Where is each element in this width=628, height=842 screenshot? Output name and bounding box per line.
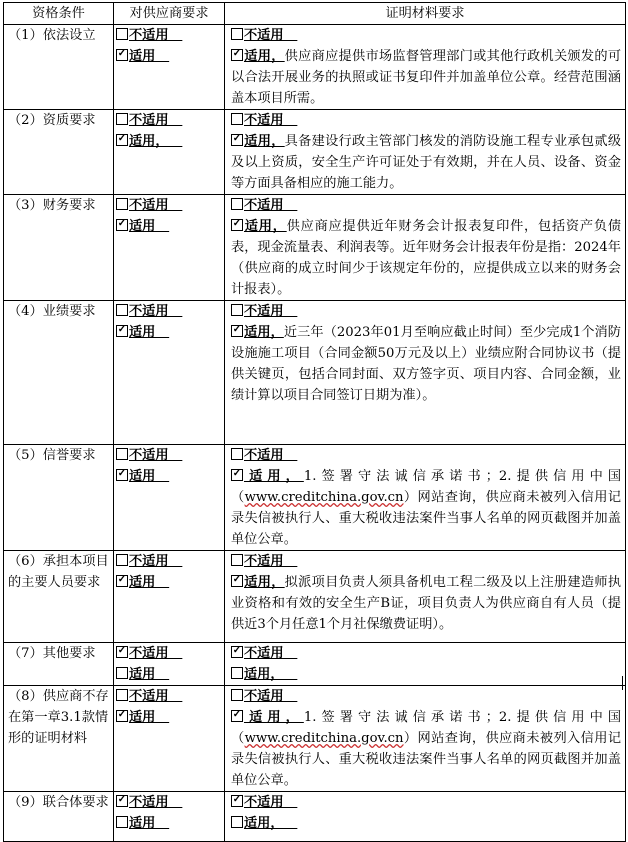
checkbox-empty-icon[interactable]	[116, 448, 128, 460]
creditchina-link[interactable]: www.creditchina.gov.cn	[244, 731, 404, 746]
checkbox-checked-icon[interactable]	[231, 710, 243, 722]
option-label: 不适用	[129, 304, 183, 319]
supplier-cell	[114, 445, 225, 551]
table-row	[4, 195, 626, 301]
proof-text: 供应商应提供市场监督管理部门或其他行政机关颁发的可以合法开展业务的执照或证书复印件并加盖单位公章。经营范围涵盖本项目所需。	[231, 49, 621, 106]
checked-option[interactable]	[116, 216, 220, 237]
checkbox-empty-icon[interactable]	[116, 667, 128, 679]
checked-option[interactable]	[116, 643, 220, 664]
option-label: 不适用	[129, 646, 183, 661]
option-label: 不适用	[129, 689, 183, 704]
checkbox-checked-icon[interactable]	[116, 795, 128, 807]
unchecked-option[interactable]	[116, 25, 220, 46]
proof-requirement	[231, 572, 621, 635]
option-label: 适用	[129, 49, 170, 64]
supplier-cell	[114, 643, 225, 686]
checked-option[interactable]	[231, 575, 285, 590]
checked-option[interactable]	[231, 710, 304, 725]
unchecked-option[interactable]	[116, 195, 220, 216]
checkbox-checked-icon[interactable]	[116, 134, 128, 146]
unchecked-option[interactable]	[116, 301, 220, 322]
checked-option[interactable]	[231, 325, 284, 340]
unchecked-option[interactable]	[116, 686, 220, 707]
checked-option[interactable]	[116, 572, 220, 593]
checkbox-checked-icon[interactable]	[116, 646, 128, 658]
proof-cell	[225, 643, 626, 686]
unchecked-option[interactable]	[231, 25, 621, 46]
proof-text: ）网站查询，供应商未被列入信用记录失信被执行人、重大税收违法案件当事人名单的网页截图并加盖单位公章。	[231, 731, 622, 788]
option-label: 适用	[129, 710, 170, 725]
option-label: 不适用	[244, 28, 298, 43]
condition-cell: （8）供应商不存在第一章3.1款情形的证明材料	[4, 686, 114, 792]
option-label: 不适用	[244, 646, 298, 661]
proof-requirement	[231, 322, 621, 406]
supplier-cell	[114, 301, 225, 445]
unchecked-option[interactable]	[116, 110, 220, 131]
option-label: 适用，	[129, 134, 183, 149]
option-label: 不适用	[129, 554, 183, 569]
table-row	[4, 301, 626, 445]
option-label: 不适用	[244, 554, 298, 569]
checkbox-checked-icon[interactable]	[116, 575, 128, 587]
option-label: 适用，	[244, 219, 287, 234]
checkbox-empty-icon[interactable]	[116, 816, 128, 828]
option-label: 不适用	[129, 198, 183, 213]
checkbox-checked-icon[interactable]	[231, 219, 243, 231]
checkbox-empty-icon[interactable]	[231, 689, 243, 701]
option-label: 不适用	[244, 689, 298, 704]
margin-mark	[622, 676, 623, 690]
option-label: 不适用	[129, 795, 183, 810]
checkbox-empty-icon[interactable]	[231, 28, 243, 40]
option-label: 不适用	[244, 795, 298, 810]
supplier-cell	[114, 110, 225, 195]
checkbox-checked-icon[interactable]	[116, 49, 128, 61]
supplier-cell	[114, 686, 225, 792]
checkbox-empty-icon[interactable]	[231, 667, 243, 679]
proof-text: ）网站查询，供应商未被列入信用记录失信被执行人、重大税收违法案件当事人名单的网页截图并加盖单位公章。	[231, 490, 622, 547]
checkbox-empty-icon[interactable]	[116, 113, 128, 125]
proof-requirement	[231, 216, 621, 300]
option-label: 不适用	[129, 28, 183, 43]
checkbox-checked-icon[interactable]	[116, 219, 128, 231]
table-row	[4, 445, 626, 551]
checkbox-empty-icon[interactable]	[231, 113, 243, 125]
table-row	[4, 686, 626, 792]
condition-cell: （1）依法设立	[4, 25, 114, 110]
proof-cell	[225, 551, 626, 643]
checked-option[interactable]	[231, 49, 285, 64]
checked-option[interactable]	[231, 134, 285, 149]
header-condition: 资格条件	[4, 3, 114, 25]
checkbox-checked-icon[interactable]	[231, 795, 243, 807]
proof-text: 1.签署守法诚信承诺书；2.提供信用中国（	[231, 710, 622, 746]
condition-cell: （9）联合体要求	[4, 792, 114, 842]
checked-option[interactable]	[116, 792, 220, 813]
checkbox-empty-icon[interactable]	[116, 689, 128, 701]
condition-cell: （5）信誉要求	[4, 445, 114, 551]
header-supplier: 对供应商要求	[114, 3, 225, 25]
option-label: 适用	[129, 469, 170, 484]
checkbox-empty-icon[interactable]	[231, 554, 243, 566]
option-label: 不适用	[244, 304, 298, 319]
option-label: 不适用	[129, 448, 183, 463]
supplier-cell	[114, 551, 225, 643]
option-label: 不适用	[244, 448, 298, 463]
header-proof: 证明材料要求	[225, 3, 626, 25]
checked-option[interactable]	[116, 131, 220, 152]
checkbox-checked-icon[interactable]	[116, 469, 128, 481]
unchecked-option[interactable]	[116, 551, 220, 572]
unchecked-option[interactable]	[116, 445, 220, 466]
table-row	[4, 110, 626, 195]
proof-requirement	[231, 466, 621, 550]
supplier-cell	[114, 792, 225, 842]
checked-option[interactable]	[116, 46, 220, 67]
proof-cell	[225, 301, 626, 445]
condition-cell: （7）其他要求	[4, 643, 114, 686]
option-label: 适用，	[244, 134, 285, 149]
option-label: 适用，	[244, 667, 298, 682]
unchecked-option[interactable]	[116, 813, 220, 834]
proof-text: 供应商应提供近年财务会计报表复印件，包括资产负债表，现金流量表、利润表等。近年财务会计报表年份是指：2024年（供应商的成立时间少于该规定年份的，应提供成立以来的财务会计报表）。	[231, 219, 622, 297]
option-label: 适用，	[244, 49, 285, 64]
proof-text: 近三年（2023年01月至响应截止时间）至少完成1个消防设施施工项目（合同金额50万元及以上）业绩应附合同协议书（提供关键页，包括合同封面、双方签字页、项目内容、合同金额，业绩计算以项目合同签订日期为准）。	[231, 325, 621, 403]
unchecked-option[interactable]	[231, 110, 621, 131]
option-label: 不适用	[244, 113, 298, 128]
option-label: 不适用	[244, 198, 298, 213]
condition-cell: （4）业绩要求	[4, 301, 114, 445]
option-label: 不适用	[129, 113, 183, 128]
supplier-cell	[114, 195, 225, 301]
proof-text: 拟派项目负责人须具备机电工程二级及以上注册建造师执业资格和有效的安全生产B证，项目负责人为供应商自有人员（提供近3个月任意1个月社保缴费证明）。	[231, 575, 621, 632]
checked-option[interactable]	[231, 469, 304, 484]
unchecked-option[interactable]	[231, 813, 621, 834]
option-label: 适用，	[244, 710, 304, 725]
checkbox-empty-icon[interactable]	[231, 448, 243, 460]
proof-requirement	[231, 131, 621, 194]
option-label: 适用	[129, 816, 170, 831]
table-row	[4, 25, 626, 110]
proof-text: 1.签署守法诚信承诺书；2.提供信用中国（	[231, 469, 622, 505]
checked-option[interactable]	[116, 707, 220, 728]
proof-requirement	[231, 46, 621, 109]
proof-requirement	[231, 707, 621, 791]
checked-option[interactable]	[116, 466, 220, 487]
unchecked-option[interactable]	[231, 686, 621, 707]
table-row	[4, 643, 626, 686]
proof-cell	[225, 195, 626, 301]
proof-cell	[225, 792, 626, 842]
checked-option[interactable]	[231, 219, 287, 234]
checkbox-checked-icon[interactable]	[231, 575, 243, 587]
option-label: 适用	[129, 667, 170, 682]
proof-cell	[225, 445, 626, 551]
option-label: 适用	[129, 325, 170, 340]
checkbox-empty-icon[interactable]	[116, 28, 128, 40]
checkbox-checked-icon[interactable]	[116, 710, 128, 722]
option-label: 适用	[129, 575, 170, 590]
unchecked-option[interactable]	[231, 551, 621, 572]
checkbox-empty-icon[interactable]	[231, 816, 243, 828]
proof-cell	[225, 686, 626, 792]
condition-cell: （2）资质要求	[4, 110, 114, 195]
unchecked-option[interactable]	[231, 301, 621, 322]
proof-cell	[225, 110, 626, 195]
checkbox-empty-icon[interactable]	[116, 198, 128, 210]
condition-cell: （3）财务要求	[4, 195, 114, 301]
checkbox-checked-icon[interactable]	[231, 134, 243, 146]
condition-cell: （6）承担本项目的主要人员要求	[4, 551, 114, 643]
table-row	[4, 551, 626, 643]
checkbox-checked-icon[interactable]	[231, 49, 243, 61]
creditchina-link[interactable]: www.creditchina.gov.cn	[244, 490, 404, 505]
checked-option[interactable]	[116, 322, 220, 343]
checkbox-checked-icon[interactable]	[116, 325, 128, 337]
option-label: 适用，	[244, 816, 298, 831]
checkbox-checked-icon[interactable]	[231, 646, 243, 658]
option-label: 适用	[129, 219, 170, 234]
option-label: 适用，	[244, 575, 285, 590]
unchecked-option[interactable]	[116, 664, 220, 685]
checkbox-empty-icon[interactable]	[116, 554, 128, 566]
supplier-cell	[114, 25, 225, 110]
checkbox-empty-icon[interactable]	[231, 304, 243, 316]
checked-option[interactable]	[231, 643, 621, 664]
proof-cell	[225, 25, 626, 110]
option-label: 适用，	[244, 325, 284, 340]
qualification-table	[3, 2, 626, 842]
unchecked-option[interactable]	[231, 664, 621, 685]
checkbox-empty-icon[interactable]	[116, 304, 128, 316]
option-label: 适用，	[244, 469, 304, 484]
checkbox-checked-icon[interactable]	[231, 469, 243, 481]
proof-text: 具备建设行政主管部门核发的消防设施工程专业承包贰级及以上资质，安全生产许可证处于有效期，并在人员、设备、资金等方面具备相应的施工能力。	[231, 134, 621, 191]
header-row	[4, 3, 626, 25]
table-row	[4, 792, 626, 842]
checked-option[interactable]	[231, 792, 621, 813]
unchecked-option[interactable]	[231, 445, 621, 466]
checkbox-checked-icon[interactable]	[231, 325, 243, 337]
checkbox-empty-icon[interactable]	[231, 198, 243, 210]
unchecked-option[interactable]	[231, 195, 621, 216]
